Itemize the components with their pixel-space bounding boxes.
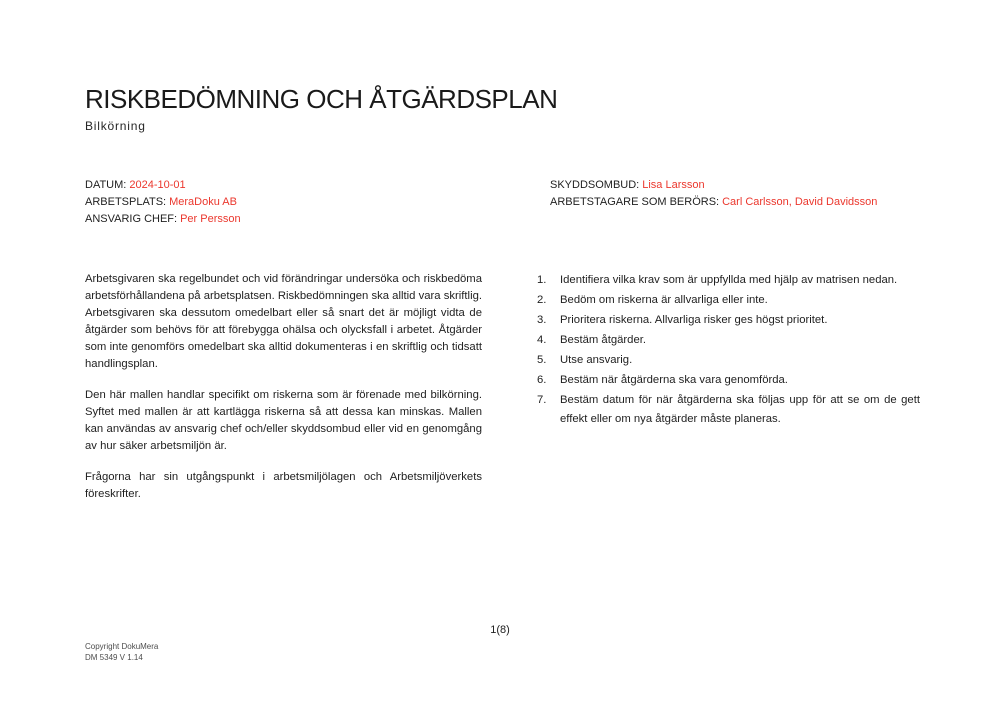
- list-item: [537, 351, 920, 370]
- list-item-text: Bestäm datum för när åtgärderna ska följas upp för att se om de gett effekt eller om nya åtgärder måste planeras.: [560, 394, 920, 425]
- list-item-number: 4.: [537, 334, 547, 346]
- datum-value: 2024-10-01: [129, 179, 186, 191]
- list-item-text: Bedöm om riskerna är allvarliga eller inte.: [560, 294, 768, 306]
- list-item-number: 5.: [537, 354, 547, 366]
- copyright-block: [85, 641, 158, 663]
- page-title: RISKBEDÖMNING OCH ÅTGÄRDSPLAN: [85, 84, 558, 114]
- list-item: [537, 371, 920, 390]
- skyddsombud-value: Lisa Larsson: [642, 179, 705, 191]
- list-item-number: 1.: [537, 274, 547, 286]
- list-item-number: 7.: [537, 394, 547, 406]
- arbetsplats-label: ARBETSPLATS:: [85, 196, 167, 208]
- intro-paragraph: Frågorna har sin utgångspunkt i arbetsmiljölagen och Arbetsmiljöverkets föreskrifter.: [85, 471, 482, 500]
- info-row-skyddsombud: [550, 177, 950, 194]
- list-item-number: 3.: [537, 314, 547, 326]
- ansvarig-chef-label: ANSVARIG CHEF:: [85, 213, 178, 225]
- list-item: [537, 391, 920, 429]
- datum-label: DATUM:: [85, 179, 127, 191]
- list-item: [537, 271, 920, 290]
- page-subtitle: Bilkörning: [85, 119, 146, 133]
- intro-text-column: [85, 271, 482, 517]
- title-block: [85, 84, 915, 133]
- page-number: 1(8): [490, 624, 510, 636]
- list-item: [537, 291, 920, 310]
- arbetstagare-value: Carl Carlsson, David Davidsson: [722, 196, 878, 208]
- copyright-line: Copyright DokuMera: [85, 642, 159, 651]
- info-row-arbetstagare: [550, 194, 950, 211]
- list-item-text: Bestäm åtgärder.: [560, 334, 647, 346]
- list-item-text: Prioritera riskerna. Allvarliga risker ges högst prioritet.: [560, 314, 828, 326]
- intro-paragraph: Den här mallen handlar specifikt om riskerna som är förenade med bilkörning. Syftet med mallen är att kartlägga riskerna så att dessa kan minskas. Mallen kan användas av ansvarig chef och/eller skyddsombud eller vid en genomgång av hur säker arbetsmiljön är.: [85, 389, 482, 452]
- arbetsplats-value: MeraDoku AB: [169, 196, 237, 208]
- skyddsombud-label: SKYDDSOMBUD:: [550, 179, 640, 191]
- list-item: [537, 311, 920, 330]
- info-fields-left: [85, 177, 505, 228]
- info-fields-right: [550, 177, 950, 211]
- list-item-text: Bestäm när åtgärderna ska vara genomförda.: [560, 374, 788, 386]
- info-row-datum: [85, 177, 505, 194]
- list-item-number: 2.: [537, 294, 547, 306]
- list-item-text: Identifiera vilka krav som är uppfyllda med hjälp av matrisen nedan.: [560, 274, 898, 286]
- arbetstagare-label: ARBETSTAGARE SOM BERÖRS:: [550, 196, 720, 208]
- list-item-text: Utse ansvarig.: [560, 354, 633, 366]
- list-item-number: 6.: [537, 374, 547, 386]
- ansvarig-chef-value: Per Persson: [180, 213, 241, 225]
- intro-paragraph: Arbetsgivaren ska regelbundet och vid förändringar undersöka och riskbedöma arbetsförhållandena på arbetsplatsen. Riskbedömningen ska alltid vara skriftlig. Arbetsgivaren ska dessutom omedelbart eller så snart det är möjligt vidta de åtgärder som behövs för att förebygga ohälsa och olycksfall i arbetet. Åtgärder som inte genomförs omedelbart ska alltid dokumenteras i en skriftlig och tidsatt handlingsplan.: [85, 273, 482, 370]
- info-row-ansvarig-chef: [85, 211, 505, 228]
- steps-list: [537, 271, 920, 430]
- list-item: [537, 331, 920, 350]
- info-row-arbetsplats: [85, 194, 505, 211]
- document-version: DM 5349 V 1.14: [85, 653, 143, 662]
